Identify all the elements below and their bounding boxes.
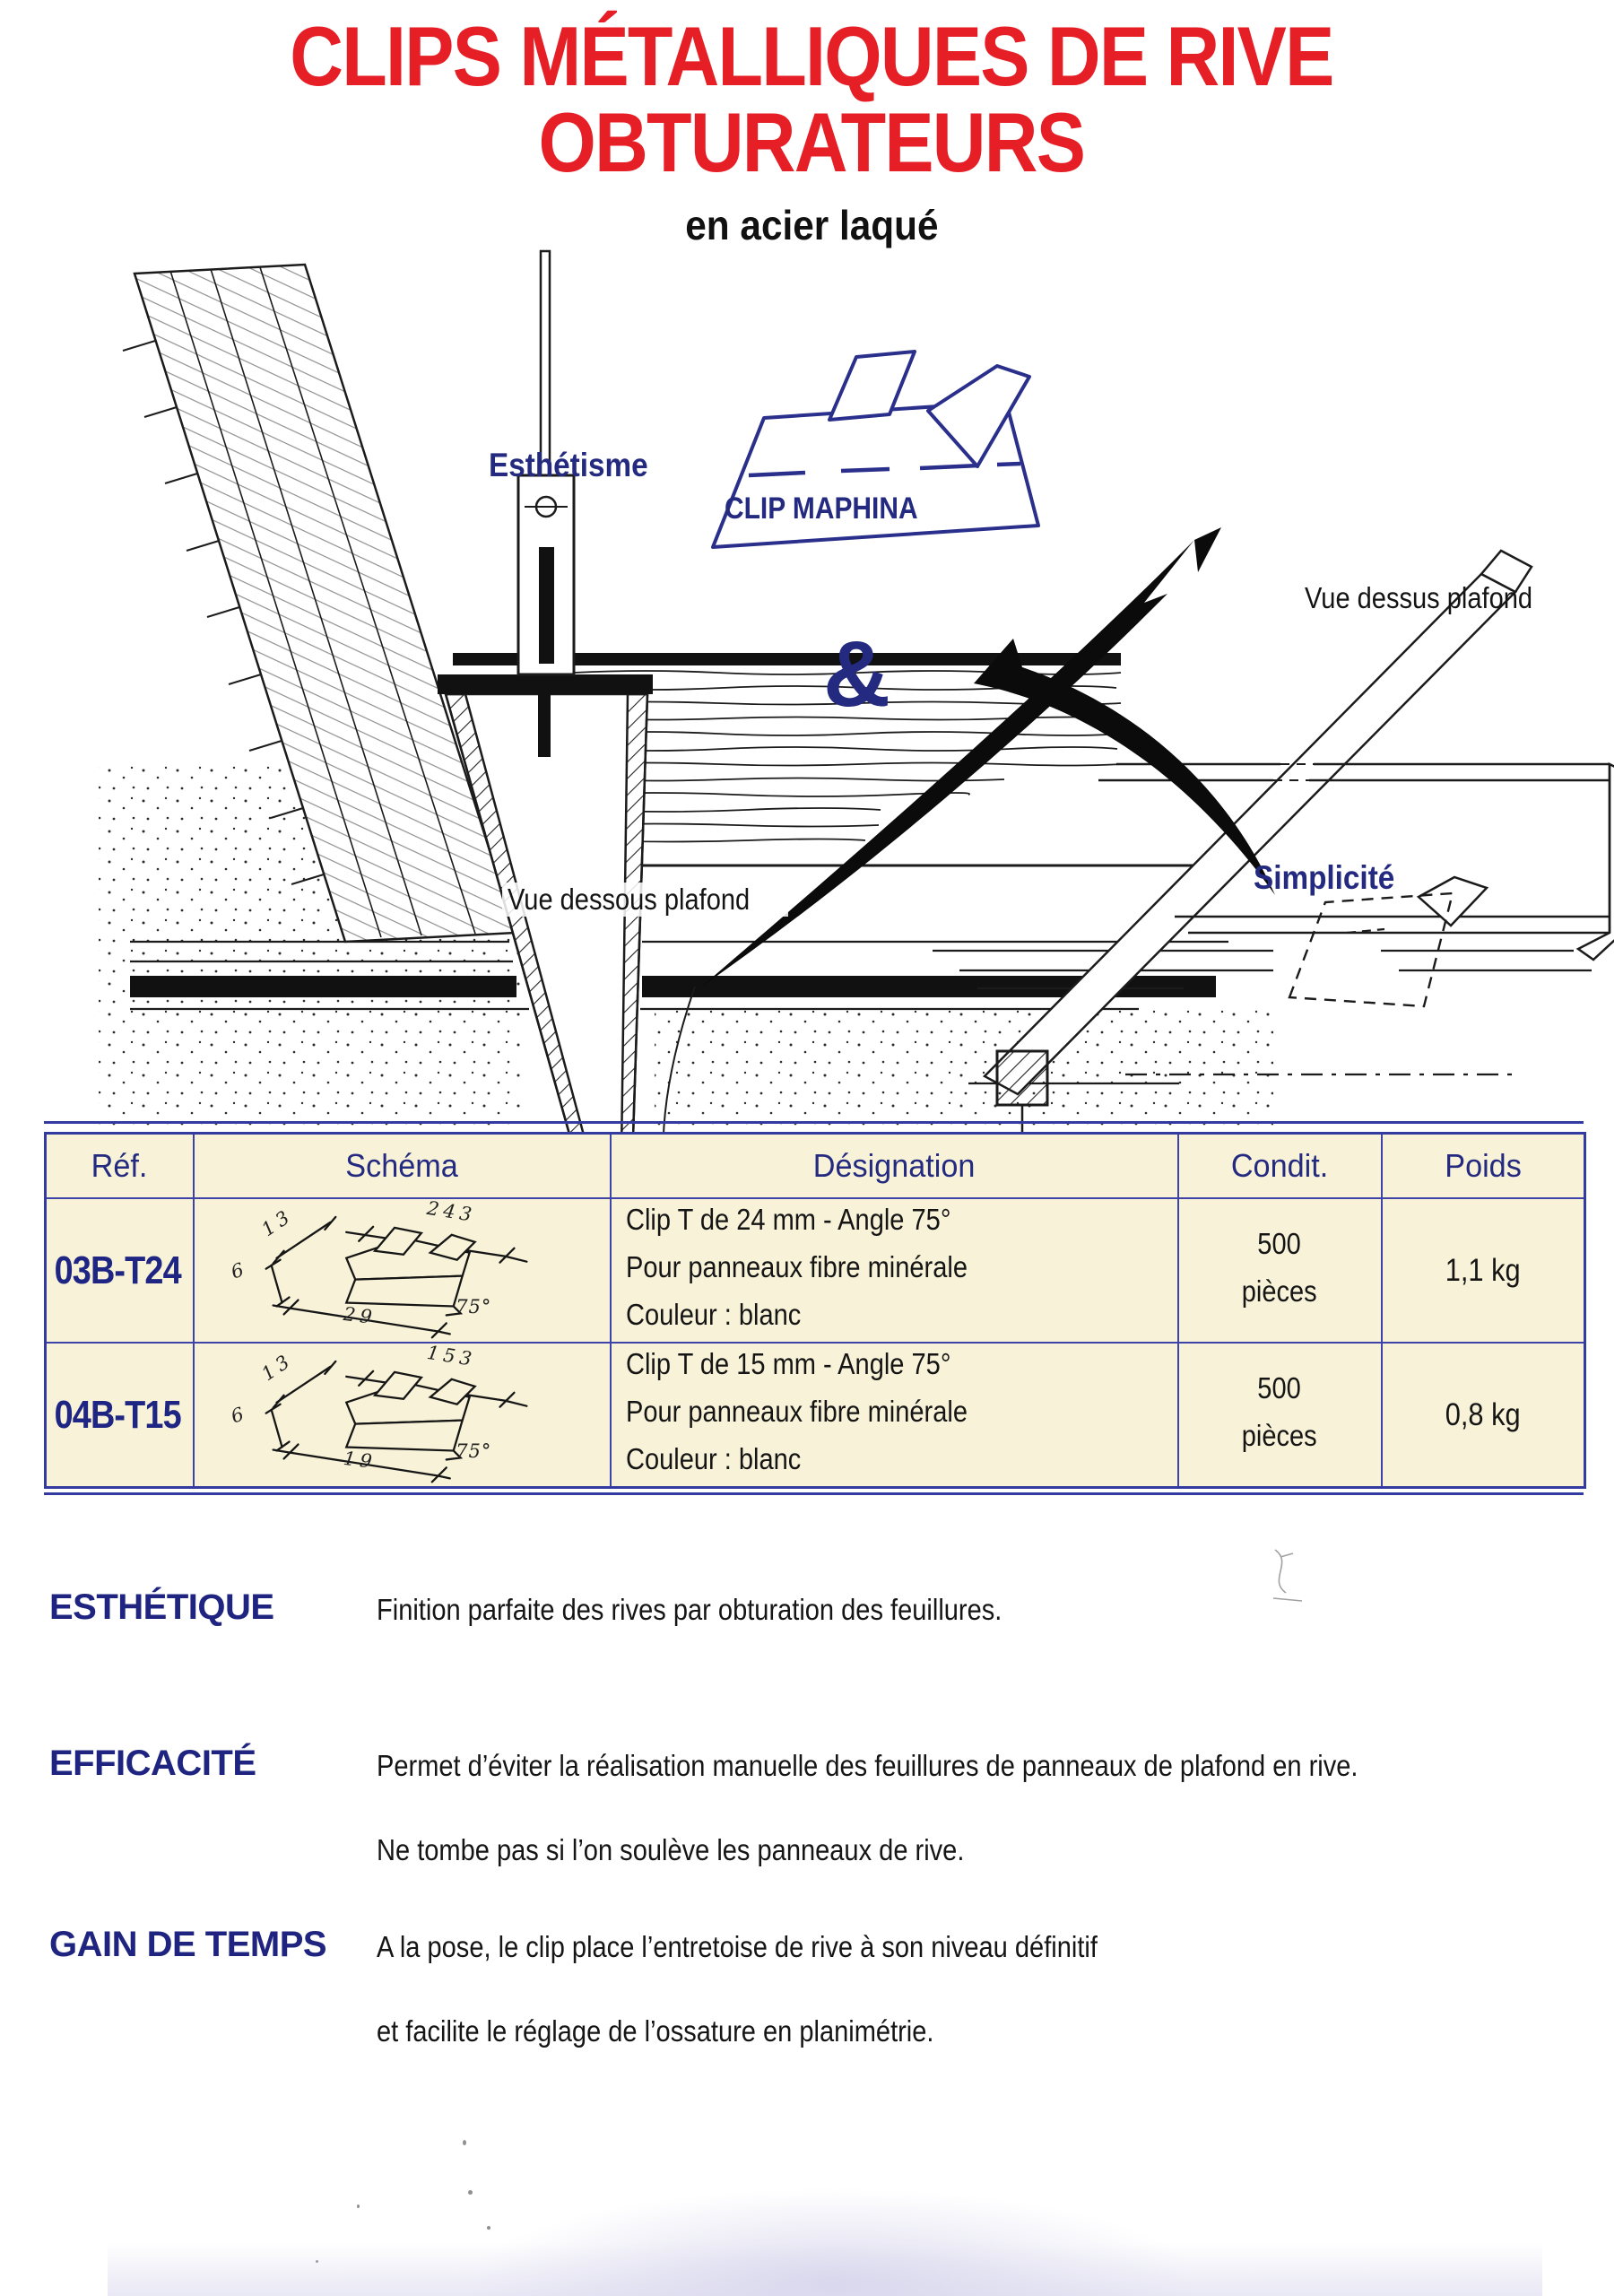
- feature-text: Finition parfaite des rives par obturation des feuillures.: [377, 1593, 1002, 1626]
- dim-vert: 6: [228, 1403, 247, 1428]
- poids-value: 0,8 kg: [1445, 1396, 1521, 1432]
- dim-top: 243: [425, 1196, 478, 1226]
- condit-qty: 500: [1257, 1370, 1302, 1405]
- poids-value: 1,1 kg: [1445, 1252, 1521, 1288]
- col-header-poids: Poids: [1382, 1134, 1585, 1199]
- product-spec-table: [44, 1132, 1586, 1489]
- simplicite-label: Simplicité: [1254, 859, 1395, 896]
- page-title-line2: OBTURATEURS: [538, 95, 1085, 189]
- ref-value: 03B-T24: [54, 1248, 181, 1292]
- scan-speck: [357, 2205, 360, 2208]
- clip-dimension-sketch: [195, 1344, 610, 1484]
- dim-bottom: 19: [342, 1447, 378, 1473]
- ampersand-glyph: &: [823, 622, 891, 726]
- dim-top: 153: [425, 1341, 478, 1370]
- table-bottom-rule: [44, 1492, 1584, 1495]
- feature-text: Ne tombe pas si l’on soulève les panneaux de rive.: [377, 1833, 965, 1866]
- pen-smudge: [1263, 1544, 1316, 1616]
- feature-heading: ESTHÉTIQUE: [49, 1587, 274, 1627]
- designation-line: Couleur : blanc: [625, 1442, 801, 1475]
- page-subtitle: en acier laqué: [684, 202, 939, 248]
- designation-line: Couleur : blanc: [625, 1298, 801, 1331]
- condit-unit: pièces: [1242, 1274, 1317, 1308]
- col-header-schema: Schéma: [194, 1134, 611, 1199]
- schema-sketch: [195, 1196, 610, 1342]
- col-header-ref: Réf.: [46, 1134, 194, 1199]
- ref-value: 04B-T15: [54, 1392, 181, 1437]
- table-header-row: [46, 1134, 1585, 1199]
- feature-heading: GAIN DE TEMPS: [49, 1925, 327, 1964]
- schema-sketch: [195, 1341, 610, 1486]
- designation-line: Pour panneaux fibre minérale: [625, 1250, 968, 1283]
- table-row: [46, 1198, 1585, 1343]
- scan-speck: [463, 2140, 466, 2145]
- clip-maphina-label: CLIP MAPHINA: [725, 491, 918, 526]
- dim-vert: 6: [228, 1258, 247, 1283]
- condit-qty: 500: [1257, 1226, 1302, 1260]
- col-header-designation: Désignation: [611, 1134, 1178, 1199]
- clip-maphina-sketch: [664, 339, 1085, 572]
- condit-unit: pièces: [1242, 1418, 1317, 1452]
- feature-text: et facilite le réglage de l’ossature en planimétrie.: [377, 2014, 934, 2048]
- table-row: [46, 1343, 1585, 1488]
- table-top-rule: [44, 1121, 1584, 1124]
- esthetisme-label: Esthétisme: [489, 447, 648, 483]
- dim-bottom: 29: [342, 1302, 378, 1328]
- dim-diag: 13: [257, 1205, 297, 1241]
- dim-diag: 13: [257, 1349, 297, 1386]
- dim-angle: 75°: [456, 1440, 492, 1463]
- dim-angle: 75°: [456, 1296, 492, 1318]
- vue-dessous-label: Vue dessous plafond: [502, 883, 788, 917]
- scan-shadow-bottom: [108, 2242, 1542, 2296]
- designation-line: Pour panneaux fibre minérale: [625, 1395, 968, 1428]
- feature-text: Permet d’éviter la réalisation manuelle des feuillures de panneaux de plafond en rive.: [377, 1749, 1358, 1782]
- clip-dimension-sketch: [195, 1199, 610, 1340]
- feature-heading: EFFICACITÉ: [49, 1744, 256, 1783]
- vue-dessus-label: Vue dessus plafond: [1305, 581, 1533, 614]
- col-header-condit: Condit.: [1178, 1134, 1382, 1199]
- designation-line: Clip T de 24 mm - Angle 75°: [625, 1203, 950, 1236]
- page-title-line1: CLIPS MÉTALLIQUES DE RIVE: [290, 9, 1333, 103]
- designation-line: Clip T de 15 mm - Angle 75°: [625, 1347, 950, 1380]
- feature-text: A la pose, le clip place l’entretoise de rive à son niveau définitif: [377, 1930, 1098, 1963]
